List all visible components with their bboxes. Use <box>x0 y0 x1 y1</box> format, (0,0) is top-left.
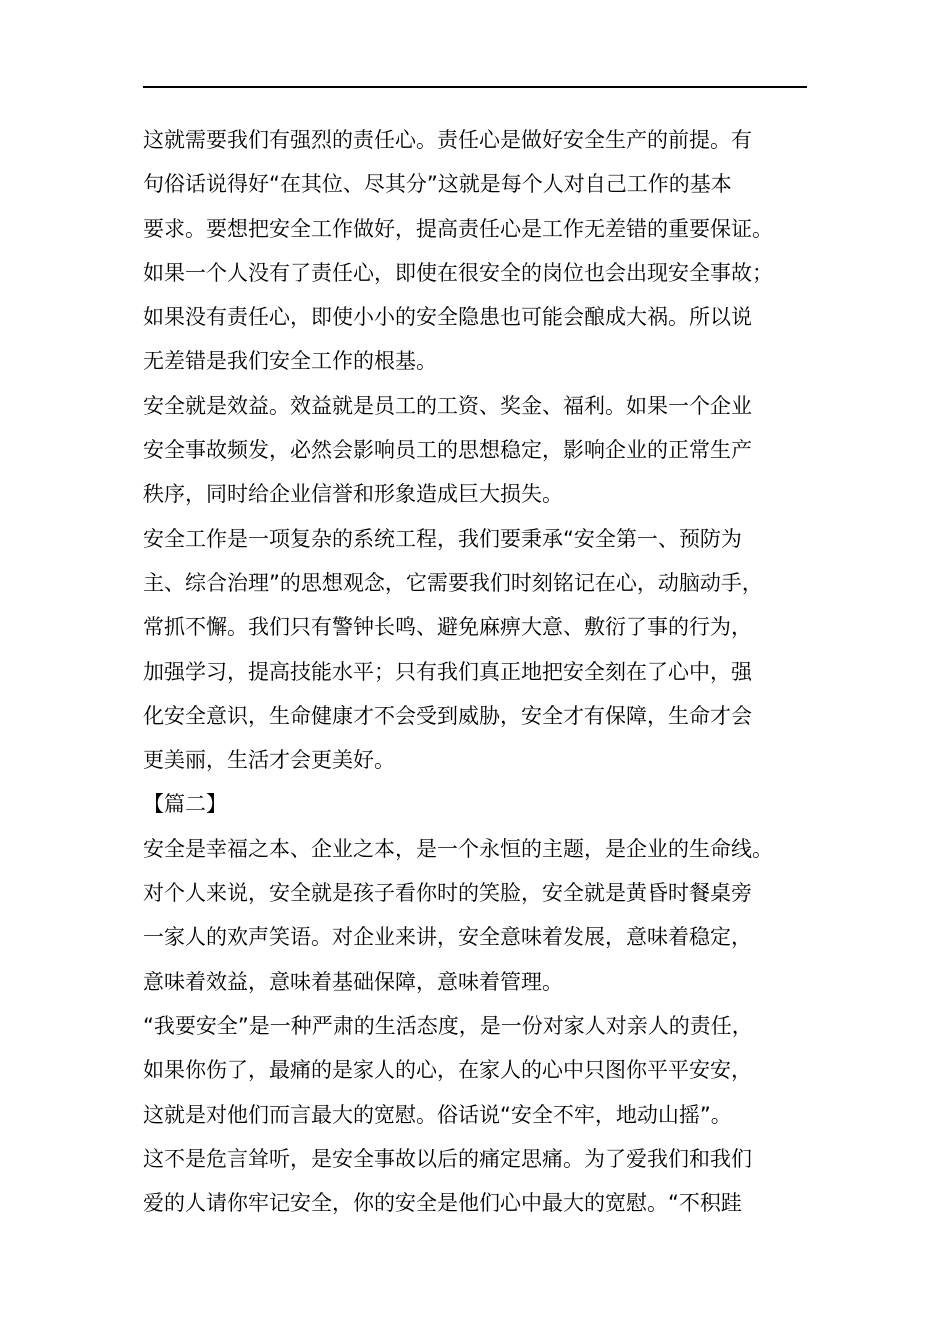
text-line: 安全是幸福之本、企业之本，是一个永恒的主题，是企业的生命线。 <box>143 836 773 861</box>
text-line: 主、综合治理”的思想观念，它需要我们时刻铭记在心，动脑动手， <box>143 570 763 595</box>
text-line: 安全工作是一项复杂的系统工程，我们要秉承“安全第一、预防为 <box>143 526 742 551</box>
text-line: 无差错是我们安全工作的根基。 <box>143 349 437 374</box>
text-line: 意味着效益，意味着基础保障，意味着管理。 <box>143 969 563 994</box>
text-line: 这就是对他们而言最大的宽慰。俗话说“安全不牢，地动山摇”。 <box>143 1102 732 1127</box>
header-rule <box>143 86 807 88</box>
text-line: 这就需要我们有强烈的责任心。责任心是做好安全生产的前提。有 <box>143 128 752 152</box>
text-line: 这不是危言耸听，是安全事故以后的痛定思痛。为了爱我们和我们 <box>143 1146 752 1171</box>
text-line: 安全事故频发，必然会影响员工的思想稳定，影响企业的正常生产 <box>143 438 752 463</box>
text-line: “我要安全”是一种严肃的生活态度，是一份对家人对亲人的责任， <box>143 1013 753 1038</box>
text-line: 一家人的欢声笑语。对企业来讲，安全意味着发展，意味着稳定， <box>143 925 752 950</box>
text-line: 安全就是效益。效益就是员工的工资、奖金、福利。如果一个企业 <box>143 393 752 418</box>
text-line: 爱的人请你牢记安全，你的安全是他们心中最大的宽慰。“不积跬 <box>143 1191 742 1216</box>
text-line: 化安全意识，生命健康才不会受到威胁，安全才有保障，生命才会 <box>143 703 752 728</box>
text-line: 加强学习，提高技能水平；只有我们真正地把安全刻在了心中，强 <box>143 659 752 684</box>
text-line: 如果没有责任心，即使小小的安全隐患也可能会酿成大祸。所以说 <box>143 305 752 330</box>
text-line: 如果你伤了，最痛的是家人的心，在家人的心中只图你平平安安， <box>143 1058 752 1083</box>
text-line: 常抓不懈。我们只有警钟长鸣、避免麻痹大意、敷衍了事的行为， <box>143 615 752 640</box>
text-line: 要求。要想把安全工作做好，提高责任心是工作无差错的重要保证。 <box>143 216 773 241</box>
text-line: 对个人来说，安全就是孩子看你时的笑脸，安全就是黄昏时餐桌旁 <box>143 881 752 906</box>
section-heading: 【篇二】 <box>143 792 227 817</box>
text-line: 句俗话说得好“在其位、尽其分”这就是每个人对自己工作的基本 <box>143 172 732 197</box>
text-line: 秩序，同时给企业信誉和形象造成巨大损失。 <box>143 482 563 507</box>
text-line: 如果一个人没有了责任心，即使在很安全的岗位也会出现安全事故； <box>143 260 773 285</box>
text-line: 更美丽，生活才会更美好。 <box>143 748 395 773</box>
body-text <box>143 118 815 1225</box>
